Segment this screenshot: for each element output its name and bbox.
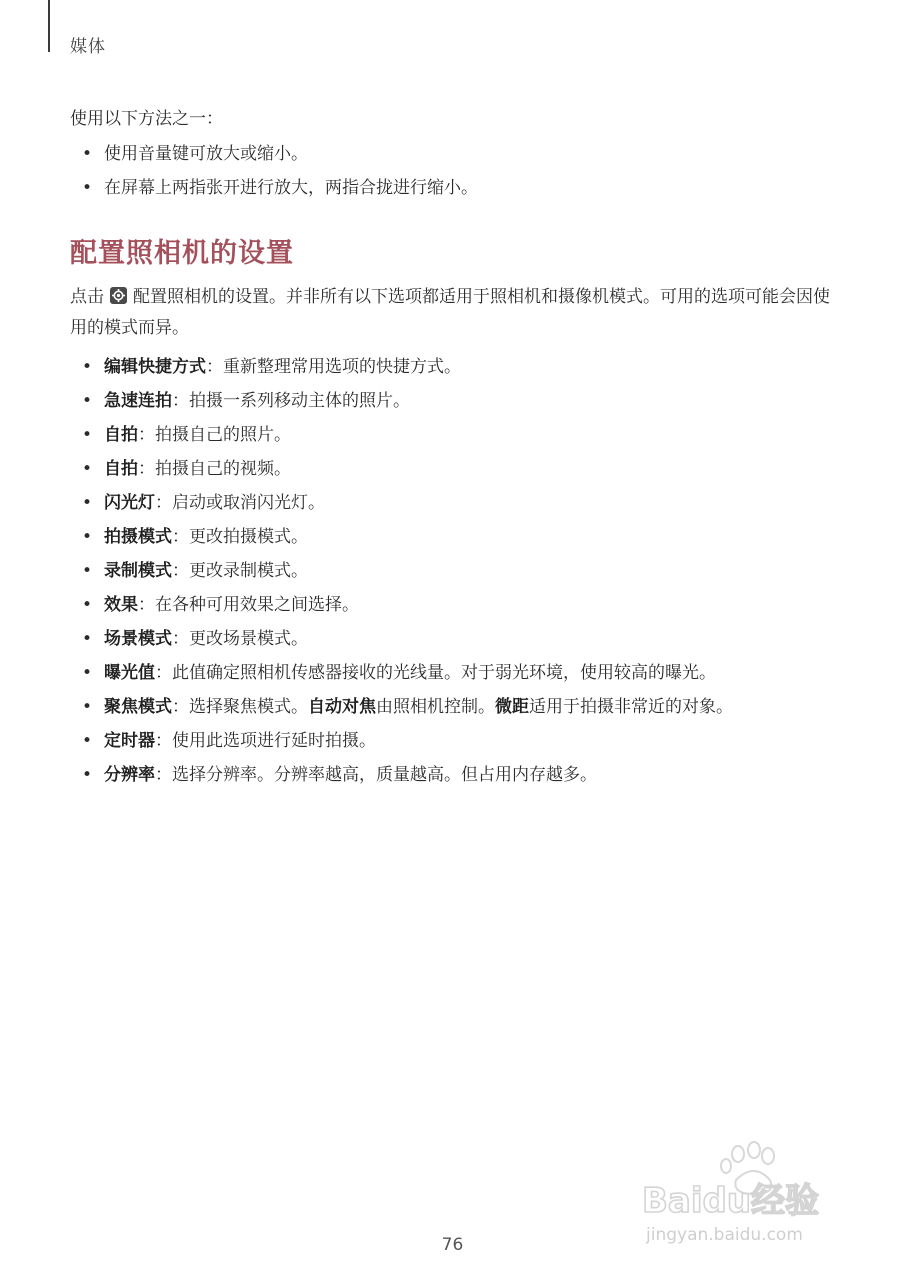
option-sep: ： [172,391,189,411]
bullet: • [82,493,93,513]
option-item [70,658,830,689]
option-term: 录制模式 [104,561,172,581]
option-desc: 适用于拍摄非常近的对象。 [529,697,733,717]
paw-toe-icon [721,1159,731,1173]
bullet: • [82,425,93,445]
option-desc: 此值确定照相机传感器接收的光线量。对于弱光环境，使用较高的曝光。 [172,663,716,683]
option-sep: ： [155,663,172,683]
paw-toe-icon [762,1148,774,1164]
option-item [70,624,830,655]
option-subterm: 自动对焦 [308,697,376,717]
paw-toe-icon [748,1142,760,1158]
bullet: • [82,595,93,615]
bullet: • [82,357,93,377]
option-item [70,488,830,519]
option-sep: ： [172,561,189,581]
option-term: 曝光值 [104,663,155,683]
option-term: 场景模式 [104,629,172,649]
option-sep: ： [155,731,172,751]
option-item [70,522,830,553]
option-item [70,726,830,757]
bullet: • [82,459,93,479]
bullet: • [82,144,93,164]
baidu-watermark [640,1140,860,1250]
option-desc: 使用此选项进行延时拍摄。 [172,731,376,751]
list-item-text: 在屏幕上两指张开进行放大，两指合拢进行缩小。 [104,178,478,198]
option-desc: 拍摄一系列移动主体的照片。 [189,391,410,411]
watermark-brand: Baidu经验 [642,1181,820,1221]
bullet: • [82,697,93,717]
option-item [70,454,830,485]
option-desc: 拍摄自己的照片。 [155,425,291,445]
list-item [70,173,830,204]
description-prefix: 点击 [70,287,104,307]
bullet: • [82,527,93,547]
option-term: 分辨率 [104,765,155,785]
option-desc: 更改录制模式。 [189,561,308,581]
option-sep: ： [155,765,172,785]
options-list [70,352,830,791]
intro-lead: 使用以下方法之一： [70,109,223,129]
option-item [70,692,830,723]
option-sep: ： [155,493,172,513]
option-sep: ： [172,527,189,547]
page-content [70,104,830,794]
option-desc: 启动或取消闪光灯。 [172,493,325,513]
option-term: 编辑快捷方式 [104,357,206,377]
option-sep: ： [206,357,223,377]
option-desc: 拍摄自己的视频。 [155,459,291,479]
option-item [70,420,830,451]
option-sep: ： [172,629,189,649]
option-desc: 更改场景模式。 [189,629,308,649]
option-item [70,352,830,383]
option-desc: 在各种可用效果之间选择。 [155,595,359,615]
option-desc: 重新整理常用选项的快捷方式。 [223,357,461,377]
description-text: 配置照相机的设置。并非所有以下选项都适用于照相机和摄像机模式。可用的选项可能会因使用的模式而异。 [70,287,830,338]
bullet: • [82,731,93,751]
bullet: • [82,663,93,683]
bullet: • [82,765,93,785]
section-heading: 配置照相机的设置 [70,238,294,269]
option-item [70,386,830,417]
option-item [70,590,830,621]
list-item [70,139,830,170]
option-term: 效果 [104,595,138,615]
option-desc: 选择分辨率。分辨率越高，质量越高。但占用内存越多。 [172,765,597,785]
option-term: 自拍 [104,459,138,479]
option-sep: ： [172,697,189,717]
option-term: 聚焦模式 [104,697,172,717]
option-subterm: 微距 [495,697,529,717]
section-label: 媒体 [70,37,106,57]
option-term: 急速连拍 [104,391,172,411]
option-sep: ： [138,459,155,479]
option-term: 拍摄模式 [104,527,172,547]
bullet: • [82,178,93,198]
bullet: • [82,391,93,411]
option-term: 自拍 [104,425,138,445]
option-item [70,760,830,791]
settings-icon [110,287,127,304]
intro-list [70,139,830,204]
option-term: 闪光灯 [104,493,155,513]
option-item [70,556,830,587]
list-item-text: 使用音量键可放大或缩小。 [104,144,308,164]
header-rule [48,0,50,52]
watermark-url: jingyan.baidu.com [646,1225,803,1245]
option-sep: ： [138,595,155,615]
option-term: 定时器 [104,731,155,751]
option-desc: 更改拍摄模式。 [189,527,308,547]
bullet: • [82,561,93,581]
page-number: 76 [441,1235,464,1255]
option-desc: 由照相机控制。 [376,697,495,717]
bullet: • [82,629,93,649]
section-description [70,282,830,344]
option-sep: ： [138,425,155,445]
option-desc: 选择聚焦模式。 [189,697,308,717]
paw-toe-icon [732,1146,744,1162]
